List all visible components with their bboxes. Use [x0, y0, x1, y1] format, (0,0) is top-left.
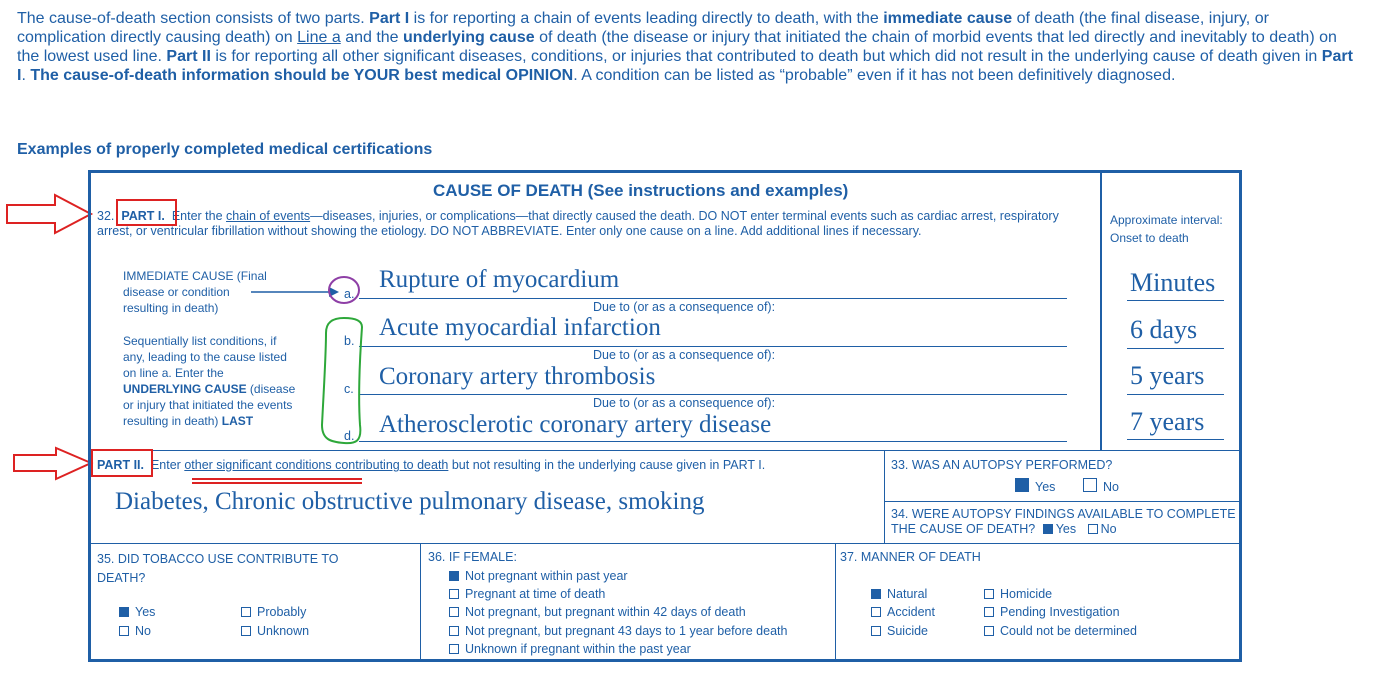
q37-natural-checkbox[interactable]: [871, 589, 881, 599]
line-b-cause: Acute myocardial infarction: [379, 314, 661, 341]
line-letter-d: d.: [344, 429, 355, 443]
immediate-cause-label: IMMEDIATE CAUSE (Final disease or condition resulting in death): [123, 269, 267, 315]
q33-no-checkbox[interactable]: [1083, 478, 1097, 492]
line-d-cause: Atherosclerotic coronary artery disease: [379, 411, 772, 438]
q36-option-1[interactable]: Not pregnant within past year: [449, 569, 628, 584]
part1-instructions: 32. PART I. Enter the chain of events—diseases, injuries, or complications—that directly caused the death. DO NOT enter terminal events such as cardiac arrest, respiratory arrest, or ventricular fibrillation without showing the etiology. DO NOT ABBREVIATE. Enter only one cause on a line. Add additional lines if necessary.: [97, 209, 1059, 238]
q37-suicide-checkbox[interactable]: [871, 626, 881, 636]
q37-pending[interactable]: Pending Investigation: [984, 605, 1120, 620]
q37-label: 37. MANNER OF DEATH: [840, 550, 981, 564]
line-d-interval: 7 years: [1130, 407, 1205, 436]
sequential-label: Sequentially list conditions, if any, leading to the cause listed on line a. Enter the UNDERLYING CAUSE (disease or injury that initiated the events resulting in death) LAST: [123, 334, 296, 428]
q37-homicide-checkbox[interactable]: [984, 589, 994, 599]
q35-probably[interactable]: Probably: [241, 605, 306, 620]
form-title: CAUSE OF DEATH (See instructions and examples): [433, 181, 849, 200]
red-arrow-part2-icon: [12, 446, 94, 484]
line-c-cause: Coronary artery thrombosis: [379, 363, 656, 390]
q35-label: 35. DID TOBACCO USE CONTRIBUTE TO DEATH?: [97, 552, 339, 585]
interval-header: Approximate interval: Onset to death: [1110, 213, 1223, 245]
q34-yes-checkbox[interactable]: [1043, 524, 1053, 534]
q35-probably-checkbox[interactable]: [241, 607, 251, 617]
red-double-underline-icon: [190, 477, 365, 485]
q36-option-3-checkbox[interactable]: [449, 607, 459, 617]
line-c-interval: 5 years: [1130, 361, 1205, 390]
q37-pending-checkbox[interactable]: [984, 607, 994, 617]
q37-natural[interactable]: Natural: [871, 587, 927, 602]
cause-of-death-form: [88, 170, 1242, 662]
part2-highlight-box: [91, 449, 153, 477]
green-bracket-icon: [316, 315, 368, 447]
line-b-interval: 6 days: [1130, 315, 1198, 344]
q37-homicide[interactable]: Homicide: [984, 587, 1052, 602]
q34-label: 34. WERE AUTOPSY FINDINGS AVAILABLE TO COMPLETE THE CAUSE OF DEATH? Yes No: [891, 507, 1236, 536]
q35-no[interactable]: No: [119, 624, 151, 639]
q37-accident[interactable]: Accident: [871, 605, 935, 620]
q35-unknown[interactable]: Unknown: [241, 624, 309, 639]
line-a-cause: Rupture of myocardium: [379, 266, 620, 293]
q34-yes-option[interactable]: Yes: [1039, 522, 1076, 536]
q36-label: 36. IF FEMALE:: [428, 550, 517, 564]
line-letter-a: a.: [344, 287, 355, 301]
red-arrow-part1-icon: [5, 193, 95, 238]
q33-label: 33. WAS AN AUTOPSY PERFORMED?: [891, 458, 1113, 472]
line-a-interval: Minutes: [1130, 268, 1216, 297]
q36-option-2-checkbox[interactable]: [449, 589, 459, 599]
q36-option-5-checkbox[interactable]: [449, 644, 459, 654]
line-letter-b: b.: [344, 334, 355, 348]
q35-yes[interactable]: Yes: [119, 605, 155, 620]
q36-option-2[interactable]: Pregnant at time of death: [449, 587, 605, 602]
q33-no-option[interactable]: No: [1083, 478, 1119, 495]
due-to-2: Due to (or as a consequence of):: [593, 348, 776, 362]
part2-instructions: PART II. Enter other significant conditions contributing to death but not resulting in the underlying cause given in PART I.: [97, 458, 766, 472]
examples-heading: Examples of properly completed medical certifications: [17, 141, 433, 158]
due-to-3: Due to (or as a consequence of):: [593, 396, 776, 410]
q36-option-1-checkbox[interactable]: [449, 571, 459, 581]
part2-label: PART II.: [97, 458, 144, 472]
purple-circle-icon: [326, 274, 362, 306]
due-to-1: Due to (or as a consequence of):: [593, 300, 776, 314]
q37-undetermined[interactable]: Could not be determined: [984, 624, 1137, 639]
part1-highlight-box: [116, 199, 177, 226]
q35-no-checkbox[interactable]: [119, 626, 129, 636]
q35-unknown-checkbox[interactable]: [241, 626, 251, 636]
q34-no-checkbox[interactable]: [1088, 524, 1098, 534]
q36-option-3[interactable]: Not pregnant, but pregnant within 42 days of death: [449, 605, 746, 620]
line-letter-c: c.: [344, 382, 354, 396]
part1-label: PART I.: [121, 209, 165, 223]
q37-undetermined-checkbox[interactable]: [984, 626, 994, 636]
q33-yes-option[interactable]: Yes: [1015, 478, 1055, 495]
q36-option-4[interactable]: Not pregnant, but pregnant 43 days to 1 year before death: [449, 624, 787, 639]
q33-yes-checkbox[interactable]: [1015, 478, 1029, 492]
q36-option-5[interactable]: Unknown if pregnant within the past year: [449, 642, 691, 657]
part2-answer: Diabetes, Chronic obstructive pulmonary disease, smoking: [115, 488, 705, 515]
intro-paragraph: The cause-of-death section consists of two parts. Part I is for reporting a chain of events leading directly to death, with the immediate cause of death (the final disease, injury, or complication directly causing death) on Line a and the underlying cause of death (the disease or injury that initiated the chain of morbid events that led directly and inevitably to death) on the lowest used line. Part II is for reporting all other significant diseases, conditions, or injuries that contributed to death but which did not result in the underlying cause of death given in Part I. The cause-of-death information should be YOUR best medical OPINION. A condition can be listed as “probable” even if it has not been definitively diagnosed.: [17, 10, 1353, 84]
q35-yes-checkbox[interactable]: [119, 607, 129, 617]
q37-suicide[interactable]: Suicide: [871, 624, 928, 639]
q34-no-option[interactable]: No: [1080, 522, 1117, 536]
q37-accident-checkbox[interactable]: [871, 607, 881, 617]
q36-option-4-checkbox[interactable]: [449, 626, 459, 636]
